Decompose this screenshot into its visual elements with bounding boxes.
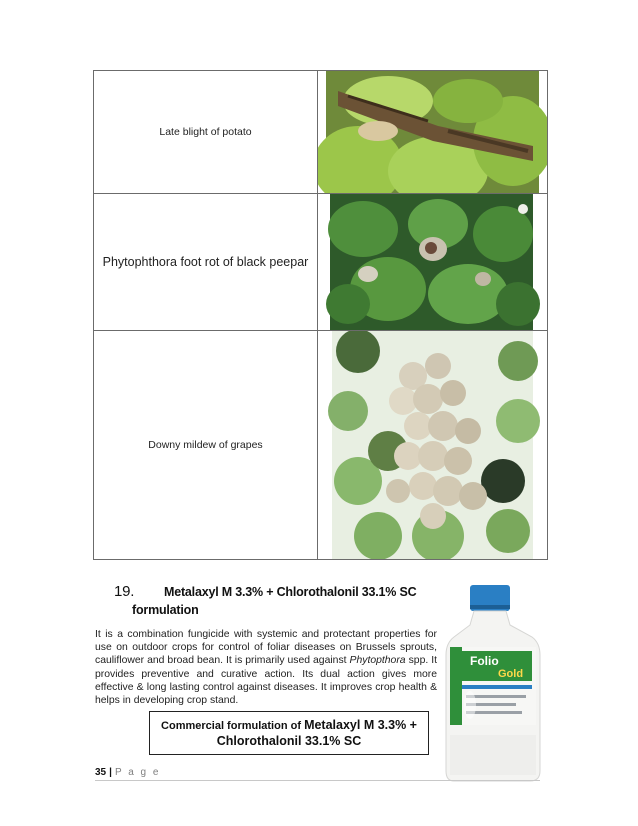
table-row [94, 71, 548, 194]
bottle-label-stripe [450, 647, 462, 725]
description-paragraph [95, 628, 437, 707]
footer-separator: | [109, 767, 112, 778]
bottle-brand-line2: Gold [498, 668, 524, 680]
paragraph-text: It is a combination fungicide with systemic and protectant properties for use on outdoor crops for control of foliar diseases on Brussels sprouts, cauliflower and broad bean. It is primarily used against [95, 629, 437, 667]
bottle-brand-line1: Folio [470, 654, 499, 668]
product-bottle-photo [440, 585, 548, 785]
page-number: 35 [95, 767, 107, 778]
section-number: 19. [114, 583, 135, 600]
paragraph-text-end: spp. It provides preventive and curative action. Its dual action gives more effective & long lasting control against diseases. It improves crop health & helps in developing crop stand. [95, 655, 437, 707]
footer-rule [95, 780, 540, 781]
downy-mildew-grapes-photo [318, 331, 548, 560]
disease-label: Phytophthora foot rot of black peepar [94, 194, 318, 331]
page-label: P a g e [114, 767, 161, 778]
section-title-line2: formulation [132, 603, 199, 617]
disease-label: Late blight of potato [94, 71, 318, 194]
commercial-formulation-box [149, 711, 429, 755]
disease-table [93, 70, 548, 560]
section-title-line1: Metalaxyl M 3.3% + Chlorothalonil 33.1% SC [164, 585, 417, 599]
box-name-line2: Chlorothalonil 33.1% SC [216, 734, 362, 748]
page-footer [95, 767, 160, 778]
section-heading [114, 583, 474, 619]
paragraph-italic-term: Phytopthora [349, 655, 406, 667]
box-name-line1: Metalaxyl M 3.3% + [304, 718, 417, 732]
late-blight-potato-photo [318, 71, 548, 194]
disease-label: Downy mildew of grapes [94, 331, 318, 560]
foot-rot-black-pepper-photo [318, 194, 548, 331]
table-row [94, 194, 548, 331]
box-prefix: Commercial formulation of [161, 720, 305, 732]
table-row [94, 331, 548, 560]
